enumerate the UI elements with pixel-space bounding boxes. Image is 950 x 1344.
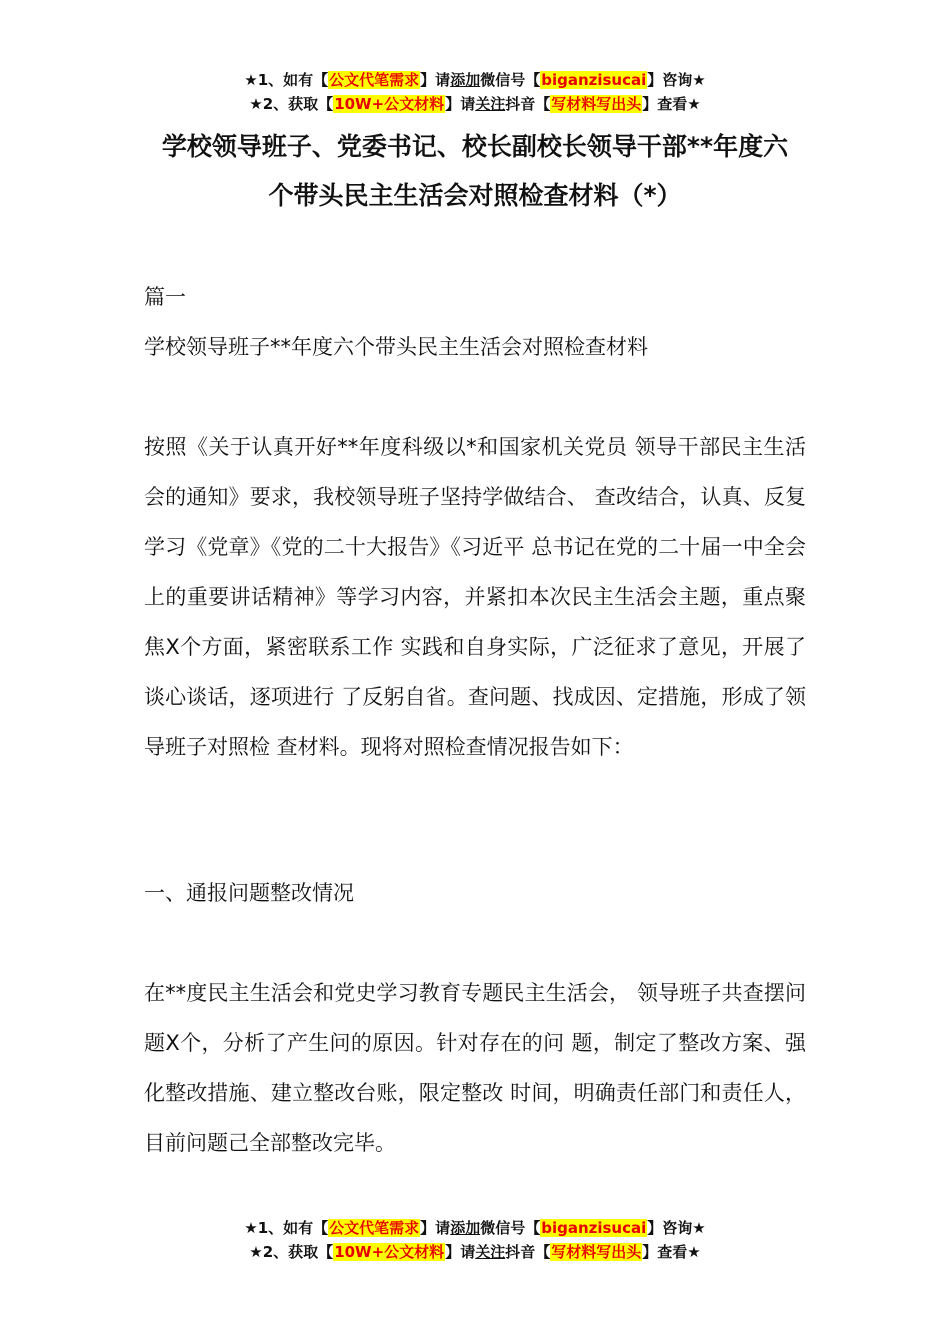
banner-line-1 [0, 68, 950, 92]
section-subtitle: 学校领导班子**年度六个带头民主生活会对照检查材料 [144, 335, 648, 359]
document-title [120, 122, 830, 220]
banner-text: 】请 [445, 95, 476, 113]
section-heading: 一、通报问题整改情况 [144, 881, 354, 905]
banner-highlight: 10W+公文材料 [334, 95, 445, 113]
banner-text: ★1、如有【 [244, 1219, 329, 1237]
banner-line-1 [0, 1216, 950, 1240]
banner-highlight: biganzisucai [541, 71, 647, 89]
banner-text: ★2、获取【 [249, 1243, 334, 1261]
banner-text: 抖音【 [505, 95, 551, 113]
banner-text: ★1、如有【 [244, 71, 329, 89]
document-title-line-1: 学校领导班子、党委书记、校长副校长领导干部**年度六 [161, 132, 789, 161]
banner-highlight: 公文代笔需求 [329, 1219, 420, 1237]
banner-underline: 添加 [450, 71, 481, 89]
banner-underline: 添加 [450, 1219, 481, 1237]
banner-highlight: 写材料写出头 [551, 95, 642, 113]
banner-underline: 关注 [475, 95, 506, 113]
banner-text: 微信号【 [480, 1219, 541, 1237]
banner-underline: 关注 [475, 1243, 506, 1261]
banner-highlight: 写材料写出头 [551, 1243, 642, 1261]
document-title-line-2: 个带头民主生活会对照检查材料（*） [268, 181, 682, 210]
banner-text: 】请 [420, 1219, 451, 1237]
banner-text: 】咨询★ [647, 1219, 706, 1237]
banner-highlight: 公文代笔需求 [329, 71, 420, 89]
paragraph-intro: 按照《关于认真开好**年度科级以*和国家机关党员 领导干部民主生活会的通知》要求，我校领导班子坚持学做结合、 查改结合，认真、反复学习《党章》《党的二十大报告》《习近平 总书记在党的二十届一中全会上的重要讲话精神》等学习内容，并紧扣本次民主生活会主题，重点聚焦X个方面，紧密联系工作 实践和自身实际，广泛征求了意见，开展了谈心谈话，逐项进行 了反躬自省。查问题、找成因、定措施，形成了领导班子对照检 查材料。现将对照检查情况报告如下： [144, 435, 806, 759]
banner-text: 微信号【 [480, 71, 541, 89]
top-banner [0, 68, 950, 116]
section-label: 篇一 [144, 285, 186, 309]
bottom-banner [0, 1216, 950, 1264]
banner-highlight: 10W+公文材料 [334, 1243, 445, 1261]
banner-text: ★2、获取【 [249, 95, 334, 113]
banner-text: 】查看★ [642, 1243, 701, 1261]
banner-text: 抖音【 [505, 1243, 551, 1261]
banner-text: 】咨询★ [647, 71, 706, 89]
banner-text: 】查看★ [642, 95, 701, 113]
banner-text: 】请 [445, 1243, 476, 1261]
banner-line-2 [0, 1240, 950, 1264]
paragraph-rectification: 在**度民主生活会和党史学习教育专题民主生活会， 领导班子共查摆问题X个，分析了产生问的原因。针对存在的问 题，制定了整改方案、强化整改措施、建立整改台账，限定整改 时间，明确责任部门和责任人，目前问题己全部整改完毕。 [144, 981, 806, 1155]
banner-text: 】请 [420, 71, 451, 89]
banner-line-2 [0, 92, 950, 116]
banner-highlight: biganzisucai [541, 1219, 647, 1237]
